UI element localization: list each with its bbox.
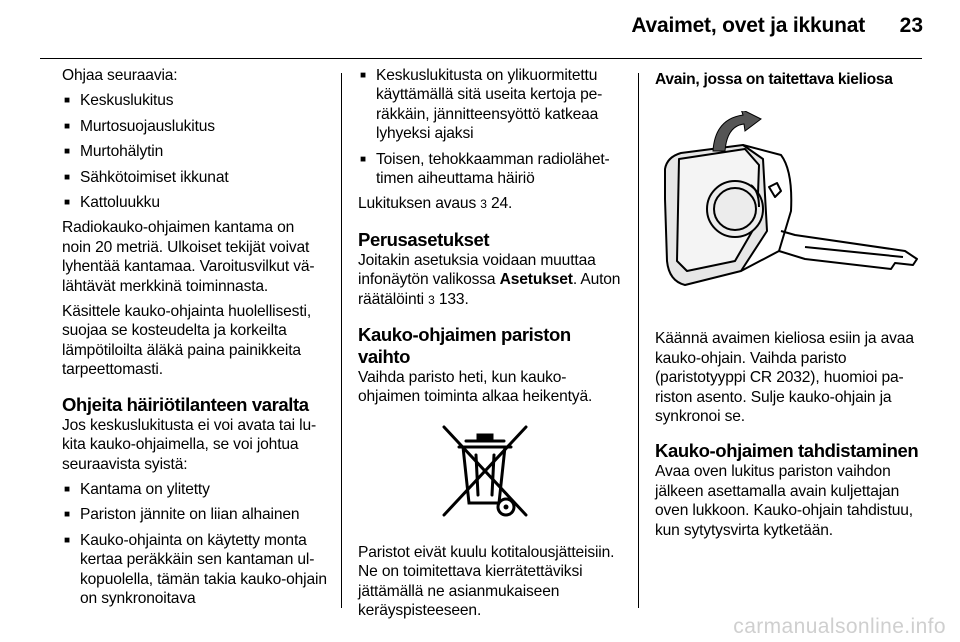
section-heading-basic-settings: Perusasetukset	[358, 228, 490, 250]
column-divider-1	[341, 73, 342, 608]
bullet-icon: ■	[360, 70, 366, 81]
care-paragraph: Käsittele kauko-ohjainta huolellisesti, suojaa se kosteudelta ja korkeilta lämpötiloilta äläkä paina painikkeita tarpeettomasti.	[62, 303, 311, 379]
intro-text: Ohjaa seuraavia:	[62, 67, 178, 84]
bullet-icon: ■	[64, 509, 70, 521]
list-item: ■ Pariston jännite on liian alhainen	[64, 506, 300, 524]
section-heading-battery: Kauko-ohjaimen pariston vaihto	[358, 324, 571, 368]
basic-settings-paragraph: Joitakin asetuksia voidaan muuttaa infonäytön valikossa Asetukset. Auton räätälöinti 3 133.	[358, 251, 621, 308]
fault-paragraph: Jos keskuslukitusta ei voi avata tai lukita kauko-ohjaimella, se voi johtua seuraavista syistä:	[62, 416, 317, 473]
column-2	[358, 66, 623, 627]
bullet-icon: ■	[64, 146, 70, 158]
bullet-icon: ■	[64, 197, 70, 209]
page-title: Avaimet, ovet ja ikkunat	[631, 14, 865, 37]
list-item: ■ Kantama on ylitetty	[64, 480, 210, 498]
crossed-bin-icon	[438, 423, 532, 523]
list-item: ■ Sähkötoimiset ikkunat	[64, 168, 229, 186]
column-1	[62, 66, 327, 614]
list-item: ■ Kauko-ohjainta on käytetty monta kertaa peräkkäin sen kantaman ulkopuolella, tämän takia kauko-ohjain on synkronoitava	[64, 531, 327, 607]
list-item: ■ Keskuslukitusta on ylikuormitettu käyttämällä sitä useita kertoja peräkkäin, jännitteensyöttö katkeaa lyhyeksi ajaksi	[360, 67, 603, 143]
bullet-icon: ■	[64, 483, 70, 495]
page-reference-icon: 3	[480, 197, 487, 212]
bullet-icon: ■	[360, 153, 366, 165]
list-item: ■ Keskuslukitus	[64, 92, 174, 110]
battery-paragraph: Vaihda paristo heti, kun kauko-ohjaimen toiminta alkaa heikentyä.	[358, 369, 593, 406]
section-heading-fault: Ohjeita häiriötilanteen varalta	[62, 393, 309, 415]
column-3	[655, 66, 923, 546]
column-divider-2	[638, 73, 639, 608]
unlock-reference: Lukituksen avaus 3 24.	[358, 195, 513, 213]
battery-instructions: Käännä avaimen kieliosa esiin ja avaa kauko-ohjain. Vaihda paristo (paristotyyppi CR 2032), huomioi pariston asento. Sulje kauko-ohjain ja synkronoi se.	[655, 330, 914, 426]
page-link[interactable]: 133.	[438, 290, 469, 308]
header-rule	[40, 58, 922, 59]
list-item: ■ Murtohälytin	[64, 143, 164, 161]
key-subheading: Avain, jossa on taitettava kieliosa	[655, 71, 893, 88]
bullet-icon: ■	[64, 95, 70, 107]
page-number: 23	[899, 14, 923, 37]
list-item: ■ Kattoluukku	[64, 194, 160, 212]
disposal-paragraph: Paristot eivät kuulu kotitalousjätteisiin. Ne on toimitettava kierrätettäviksi jättämällä ne asianmukaiseen keräyspisteeseen.	[358, 543, 615, 620]
page-reference-icon: 3	[428, 292, 435, 307]
key-battery-illustration	[655, 111, 920, 311]
watermark-text: carmanualsonline.info	[733, 615, 946, 638]
page-link[interactable]: 24.	[491, 195, 513, 213]
range-paragraph: Radiokauko-ohjaimen kantama on noin 20 metriä. Ulkoiset tekijät voivat lyhentää kantamaa. Varoitusvilkut välähtävät merkkinä toiminnasta.	[62, 219, 315, 295]
bullet-icon: ■	[64, 171, 70, 183]
bullet-icon: ■	[64, 120, 70, 132]
section-heading-sync: Kauko-ohjaimen tahdistaminen	[655, 440, 919, 462]
sync-paragraph: Avaa oven lukitus pariston vaihdon jälkeen asettamalla avain kuljettajan oven lukkoon. Kauko-ohjain tahdistuu, kun sytytysvirta kytketään.	[655, 463, 913, 539]
list-item: ■ Murtosuojauslukitus	[64, 117, 215, 135]
bullet-icon: ■	[64, 534, 70, 546]
list-item: ■ Toisen, tehokkaamman radiolähettimen aiheuttama häiriö	[360, 150, 610, 188]
